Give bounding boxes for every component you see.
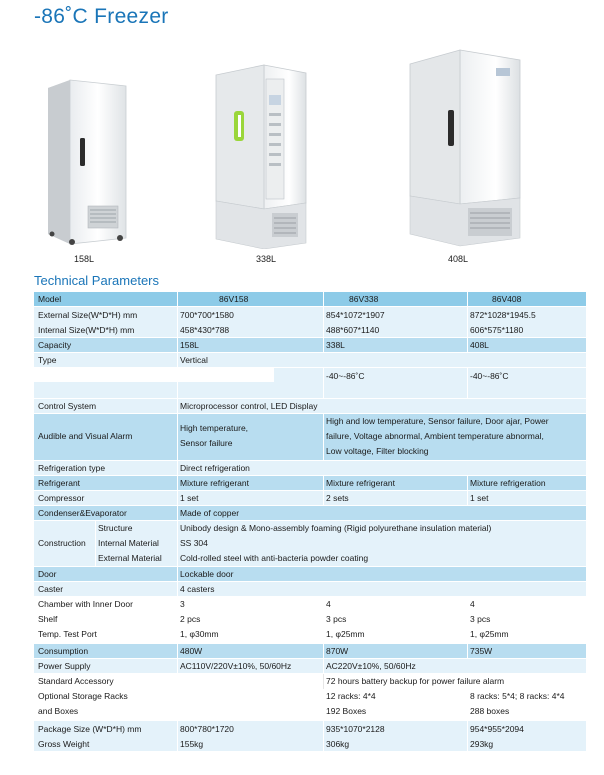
header-86v158: 86V158: [219, 294, 249, 304]
column-divider: [323, 597, 324, 673]
table-row: Construction Structure Unibody design & Mono-assembly foaming (Rigid polyurethane insulation material) Internal Material SS 304 External Material Cold-rolled steel with anti-bacteria powder coating: [34, 521, 586, 566]
column-divider: [323, 689, 324, 751]
table-row: Type Vertical: [34, 353, 586, 367]
column-divider: [467, 307, 468, 352]
table-row: -40~-86˚C -40~-86˚C: [34, 368, 586, 398]
table-row: Control System Microprocessor control, LED Display: [34, 399, 586, 413]
column-divider: [467, 368, 468, 398]
header-86v338: 86V338: [349, 294, 379, 304]
header-model: Model: [38, 294, 62, 304]
freezer-408l-image: [404, 48, 524, 248]
column-divider: [323, 674, 324, 689]
page-title: -86˚C Freezer: [34, 5, 169, 28]
column-divider: [177, 292, 178, 751]
section-title: Technical Parameters: [34, 273, 159, 288]
column-divider: [323, 292, 324, 306]
table-row: Package Size (W*D*H) mm 800*780*1720 935*1070*2128 954*955*2094 Gross Weight 155kg 306kg 293kg: [34, 721, 586, 751]
table-header-row: [34, 292, 586, 306]
column-divider: [323, 368, 324, 398]
product-caption: 408L: [448, 254, 469, 264]
column-divider: [323, 414, 324, 460]
table-row: Compressor 1 set 2 sets 1 set: [34, 491, 586, 505]
table-row: Capacity 158L 338L 408L: [34, 338, 586, 352]
table-row: Condenser&Evaporator Made of copper: [34, 506, 586, 520]
table-row: Refrigeration type Direct refrigeration: [34, 461, 586, 475]
column-divider: [467, 292, 468, 306]
table-row: Chamber with Inner Door 3 4 4 Shelf 2 pcs 3 pcs 3 pcs Temp. Test Port 1, φ30mm 1, φ25mm 1, φ25mm: [34, 597, 586, 643]
column-divider: [467, 476, 468, 505]
table-row: External Size(W*D*H) mm 700*700*1580 854*1072*1907 872*1028*1945.5 Internal Size(W*D*H) mm 458*430*788 488*607*1140 606*575*1180: [34, 307, 586, 337]
column-divider: [323, 307, 324, 352]
header-86v408: 86V408: [492, 294, 522, 304]
column-divider: [467, 689, 468, 751]
product-caption: 338L: [256, 254, 277, 264]
table-row: Standard Accessory 72 hours battery backup for power failure alarm Optional Storage Racks 12 racks: 4*4 8 racks: 5*4; 8 racks: 4*4 and Boxes 192 Boxes 288 boxes: [34, 674, 586, 720]
table-row: Door Lockable door: [34, 567, 586, 581]
column-divider: [467, 597, 468, 658]
column-divider: [95, 521, 96, 566]
table-row: Power Supply AC110V/220V±10%, 50/60Hz AC220V±10%, 50/60Hz: [34, 659, 586, 673]
freezer-338l-image: [212, 63, 308, 249]
column-divider: [323, 476, 324, 505]
table-row: Consumption 480W 870W 735W: [34, 644, 586, 658]
product-caption: 158L: [74, 254, 95, 264]
table-row: Audible and Visual Alarm High temperature, Sensor failure High and low temperature, Sensor failure, Door ajar, Power failure, Voltage abnormal, Ambient temperature abnormal, Low voltage, Filter blocking: [34, 414, 586, 460]
freezer-158l-image: [40, 78, 128, 246]
table-row: Caster 4 casters: [34, 582, 586, 596]
table-row: Refrigerant Mixture refrigerant Mixture refrigerant Mixture refrigeration: [34, 476, 586, 490]
